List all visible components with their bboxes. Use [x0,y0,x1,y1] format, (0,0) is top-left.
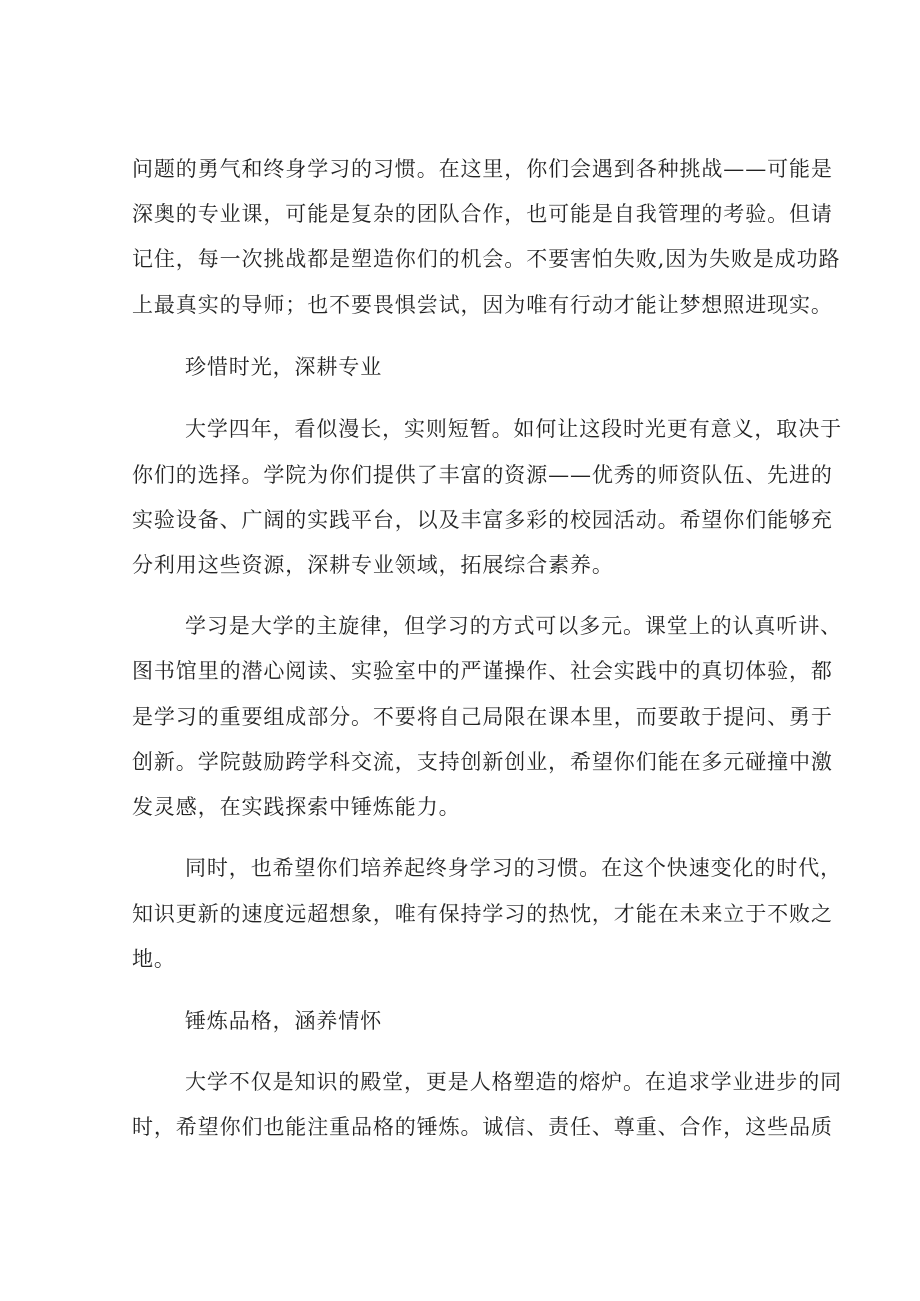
text-line: 实验设备、广阔的实践平台，以及丰富多彩的校园活动。希望你们能够充 [132,508,833,532]
text-line: 大学不仅是知识的殿堂，更是人格塑造的熔炉。在追求学业进步的同 [185,1070,842,1094]
text-line: 创新。学院鼓励跨学科交流，支持创新创业，希望你们能在多元碰撞中激 [132,750,833,774]
text-line: 分利用这些资源，深耕专业领域，拓展综合素养。 [132,553,614,577]
section-heading: 珍惜时光，深耕专业 [185,355,383,379]
section-heading: 锤炼品格，涵养情怀 [185,1009,383,1033]
text-line: 知识更新的速度远超想象，唯有保持学习的热忱，才能在未来立于不败之 [132,902,833,926]
text-line: 你们的选择。学院为你们提供了丰富的资源——优秀的师资队伍、先进的 [132,463,833,487]
text-line: 地。 [132,947,176,971]
text-line: 是学习的重要组成部分。不要将自己局限在课本里，而要敢于提问、勇于 [132,705,833,729]
text-line: 发灵感，在实践探索中锤炼能力。 [132,795,461,819]
text-line: 问题的勇气和终身学习的习惯。在这里，你们会遇到各种挑战——可能是 [132,157,833,181]
text-line: 时，希望你们也能注重品格的锤炼。诚信、责任、尊重、合作，这些品质 [132,1115,833,1139]
text-line: 图书馆里的潜心阅读、实验室中的严谨操作、社会实践中的真切体验，都 [132,659,833,683]
text-line: 大学四年，看似漫长，实则短暂。如何让这段时光更有意义，取决于 [185,417,842,441]
text-line: 记住，每一次挑战都是塑造你们的机会。不要害怕失败,因为失败是成功路 [132,247,841,271]
text-line: 上最真实的导师；也不要畏惧尝试，因为唯有行动才能让梦想照进现实。 [132,293,833,317]
text-line: 学习是大学的主旋律，但学习的方式可以多元。课堂上的认真听讲、 [185,614,842,638]
text-line: 同时，也希望你们培养起终身学习的习惯。在这个快速变化的时代， [185,856,842,880]
text-line: 深奥的专业课，可能是复杂的团队合作，也可能是自我管理的考验。但请 [132,202,833,226]
